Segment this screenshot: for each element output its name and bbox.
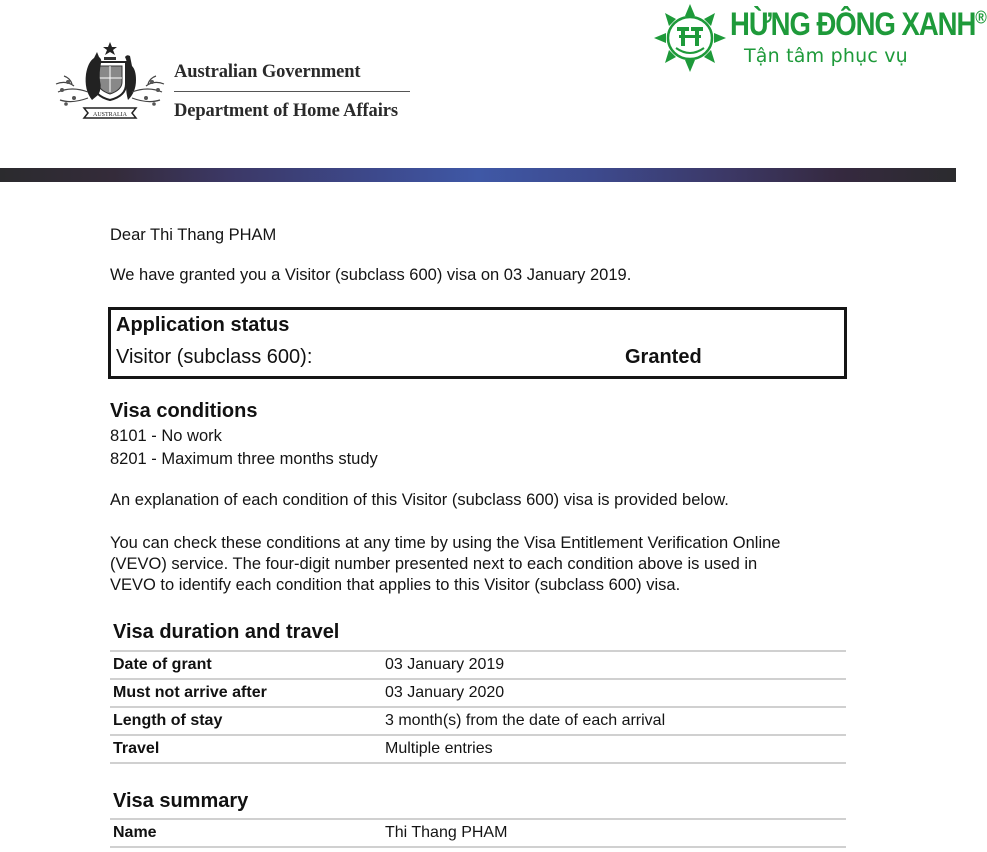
registered-mark: ® <box>975 7 987 28</box>
salutation: Dear Thi Thang PHAM <box>110 226 277 244</box>
vevo-paragraph-line: You can check these conditions at any time by using the Visa Entitlement Verification Online <box>110 534 781 552</box>
row-value: Multiple entries <box>385 740 493 757</box>
application-status-label: Visitor (subclass 600): <box>116 346 313 368</box>
condition-item: 8201 - Maximum three months study <box>110 450 378 468</box>
row-label: Date of grant <box>113 656 212 673</box>
row-value: Thi Thang PHAM <box>385 824 508 841</box>
table-divider <box>110 762 846 764</box>
visa-summary-title: Visa summary <box>113 790 249 812</box>
row-value: 03 January 2020 <box>385 684 505 701</box>
table-row <box>110 680 846 706</box>
row-label: Length of stay <box>113 712 223 729</box>
table-divider <box>110 846 846 848</box>
watermark-logo <box>654 2 987 74</box>
australian-coat-of-arms-icon <box>54 40 166 124</box>
watermark-brand-name <box>730 6 987 43</box>
vevo-paragraph-line: VEVO to identify each condition that applies to this Visitor (subclass 600) visa. <box>110 576 681 594</box>
conditions-explanation: An explanation of each condition of this Visitor (subclass 600) visa is provided below. <box>110 491 729 509</box>
application-status-value: Granted <box>625 346 702 368</box>
sun-hh-logo-icon <box>654 4 726 72</box>
grant-sentence: We have granted you a Visitor (subclass 600) visa on 03 January 2019. <box>110 266 632 284</box>
application-status-title: Application status <box>116 314 290 336</box>
wordmark-divider <box>174 91 410 92</box>
table-row <box>110 736 846 762</box>
row-label: Name <box>113 824 157 841</box>
condition-item: 8101 - No work <box>110 427 222 445</box>
application-status-box <box>108 307 847 379</box>
visa-summary-table <box>110 818 846 848</box>
header-color-band <box>0 168 956 182</box>
watermark-tagline: Tận tâm phục vụ <box>744 45 908 67</box>
table-row <box>110 708 846 734</box>
row-value: 3 month(s) from the date of each arrival <box>385 712 666 729</box>
row-label: Must not arrive after <box>113 684 267 701</box>
vevo-paragraph-line: (VEVO) service. The four-digit number presented next to each condition above is used in <box>110 555 758 573</box>
government-name: Australian Government <box>174 62 361 82</box>
row-value: 03 January 2019 <box>385 656 505 673</box>
table-row <box>110 820 846 846</box>
brand-text: HỪNG ĐÔNG XANH <box>730 6 976 42</box>
row-label: Travel <box>113 740 160 757</box>
visa-duration-title: Visa duration and travel <box>113 621 340 643</box>
visa-duration-table <box>110 650 846 764</box>
government-wordmark <box>174 62 410 122</box>
visa-conditions-title: Visa conditions <box>110 400 258 422</box>
table-row <box>110 652 846 678</box>
department-name: Department of Home Affairs <box>174 101 398 121</box>
svg-text:AUSTRALIA: AUSTRALIA <box>93 112 127 118</box>
